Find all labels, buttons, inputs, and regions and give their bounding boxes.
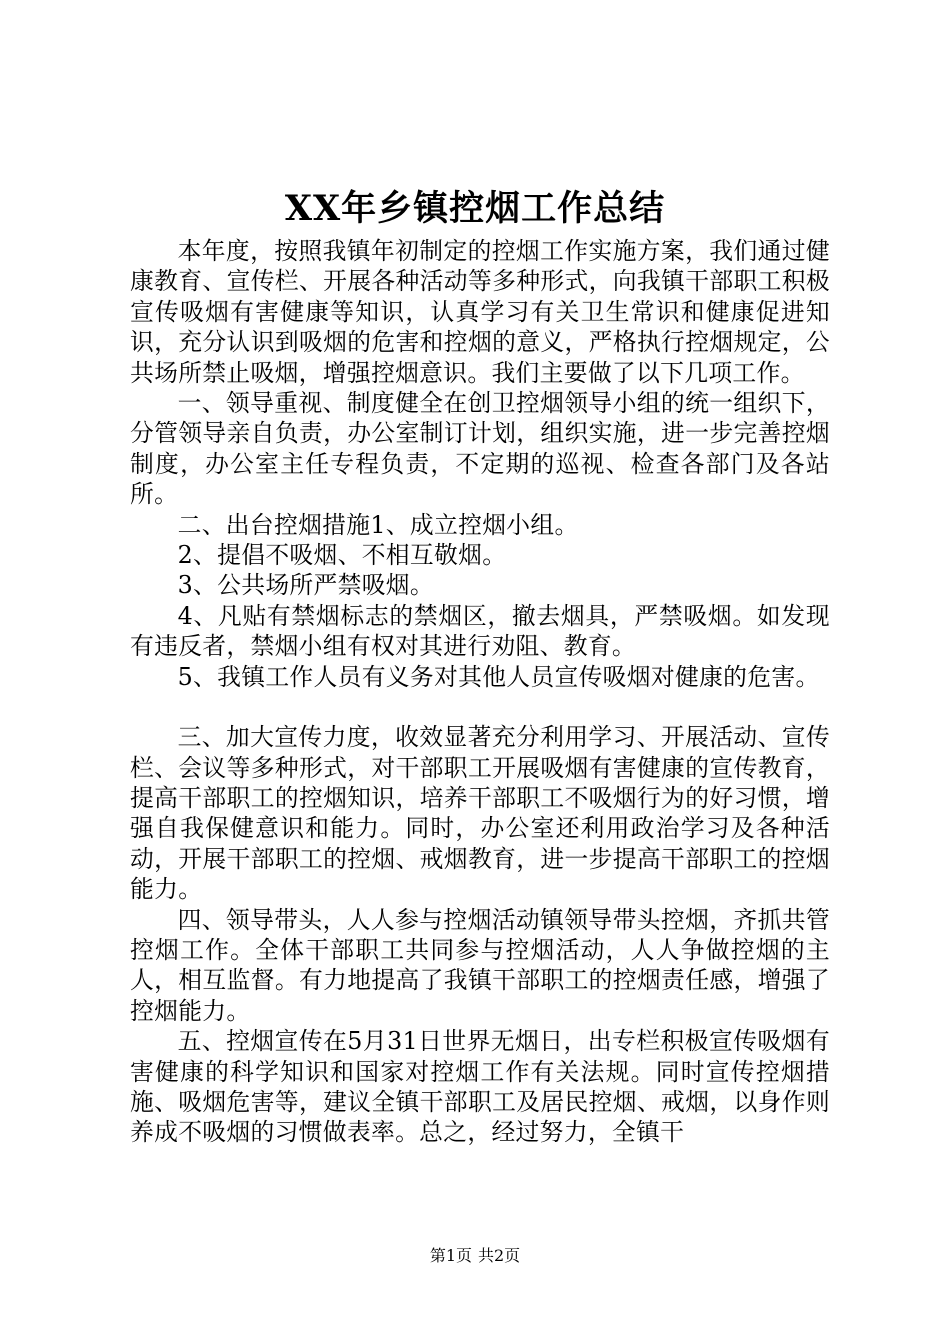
measure-4-paragraph: 4、凡贴有禁烟标志的禁烟区，撤去烟具，严禁吸烟。如发现有违反者，禁烟小组有权对其进行劝阻、教育。 (130, 601, 830, 661)
section-5-paragraph: 五、控烟宣传在5月31日世界无烟日，出专栏积极宣传吸烟有害健康的科学知识和国家对控烟工作有关法规。同时宣传控烟措施、吸烟危害等，建议全镇干部职工及居民控烟、戒烟，以身作则养成不吸烟的习惯做表率。总之，经过努力，全镇干 (130, 1027, 830, 1147)
page-number: 第1页 (429, 1246, 472, 1265)
page-footer (0, 1245, 950, 1267)
document-body (130, 236, 830, 1148)
document-title: XX年乡镇控烟工作总结 (284, 188, 666, 229)
section-4-paragraph: 四、领导带头，人人参与控烟活动镇领导带头控烟，齐抓共管控烟工作。全体干部职工共同参与控烟活动，人人争做控烟的主人，相互监督。有力地提高了我镇干部职工的控烟责任感，增强了控烟能力。 (130, 905, 830, 1025)
section-1-paragraph: 一、领导重视、制度健全在创卫控烟领导小组的统一组织下，分管领导亲自负责，办公室制订计划，组织实施，进一步完善控烟制度，办公室主任专程负责，不定期的巡视、检查各部门及各站所。 (130, 389, 830, 509)
measure-3-paragraph: 3、公共场所严禁吸烟。 (177, 571, 435, 600)
intro-paragraph: 本年度，按照我镇年初制定的控烟工作实施方案，我们通过健康教育、宣传栏、开展各种活动等多种形式，向我镇干部职工积极宣传吸烟有害健康等知识，认真学习有关卫生常识和健康促进知识，充分认识到吸烟的危害和控烟的意义，严格执行控烟规定，公共场所禁止吸烟，增强控烟意识。我们主要做了以下几项工作。 (130, 237, 830, 387)
section-3-paragraph: 三、加大宣传力度，收效显著充分利用学习、开展活动、宣传栏、会议等多种形式，对干部职工开展吸烟有害健康的宣传教育，提高干部职工的控烟知识，培养干部职工不吸烟行为的好习惯，增强自我保健意识和能力。同时，办公室还利用政治学习及各种活动，开展干部职工的控烟、戒烟教育，进一步提高干部职工的控烟能力。 (130, 723, 830, 904)
page-total: 共2页 (478, 1246, 521, 1265)
measure-2-paragraph: 2、提倡不吸烟、不相互敬烟。 (177, 541, 507, 570)
measure-5-paragraph: 5、我镇工作人员有义务对其他人员宣传吸烟对健康的危害。 (177, 662, 820, 691)
section-2-paragraph: 二、出台控烟措施1、成立控烟小组。 (177, 510, 579, 539)
